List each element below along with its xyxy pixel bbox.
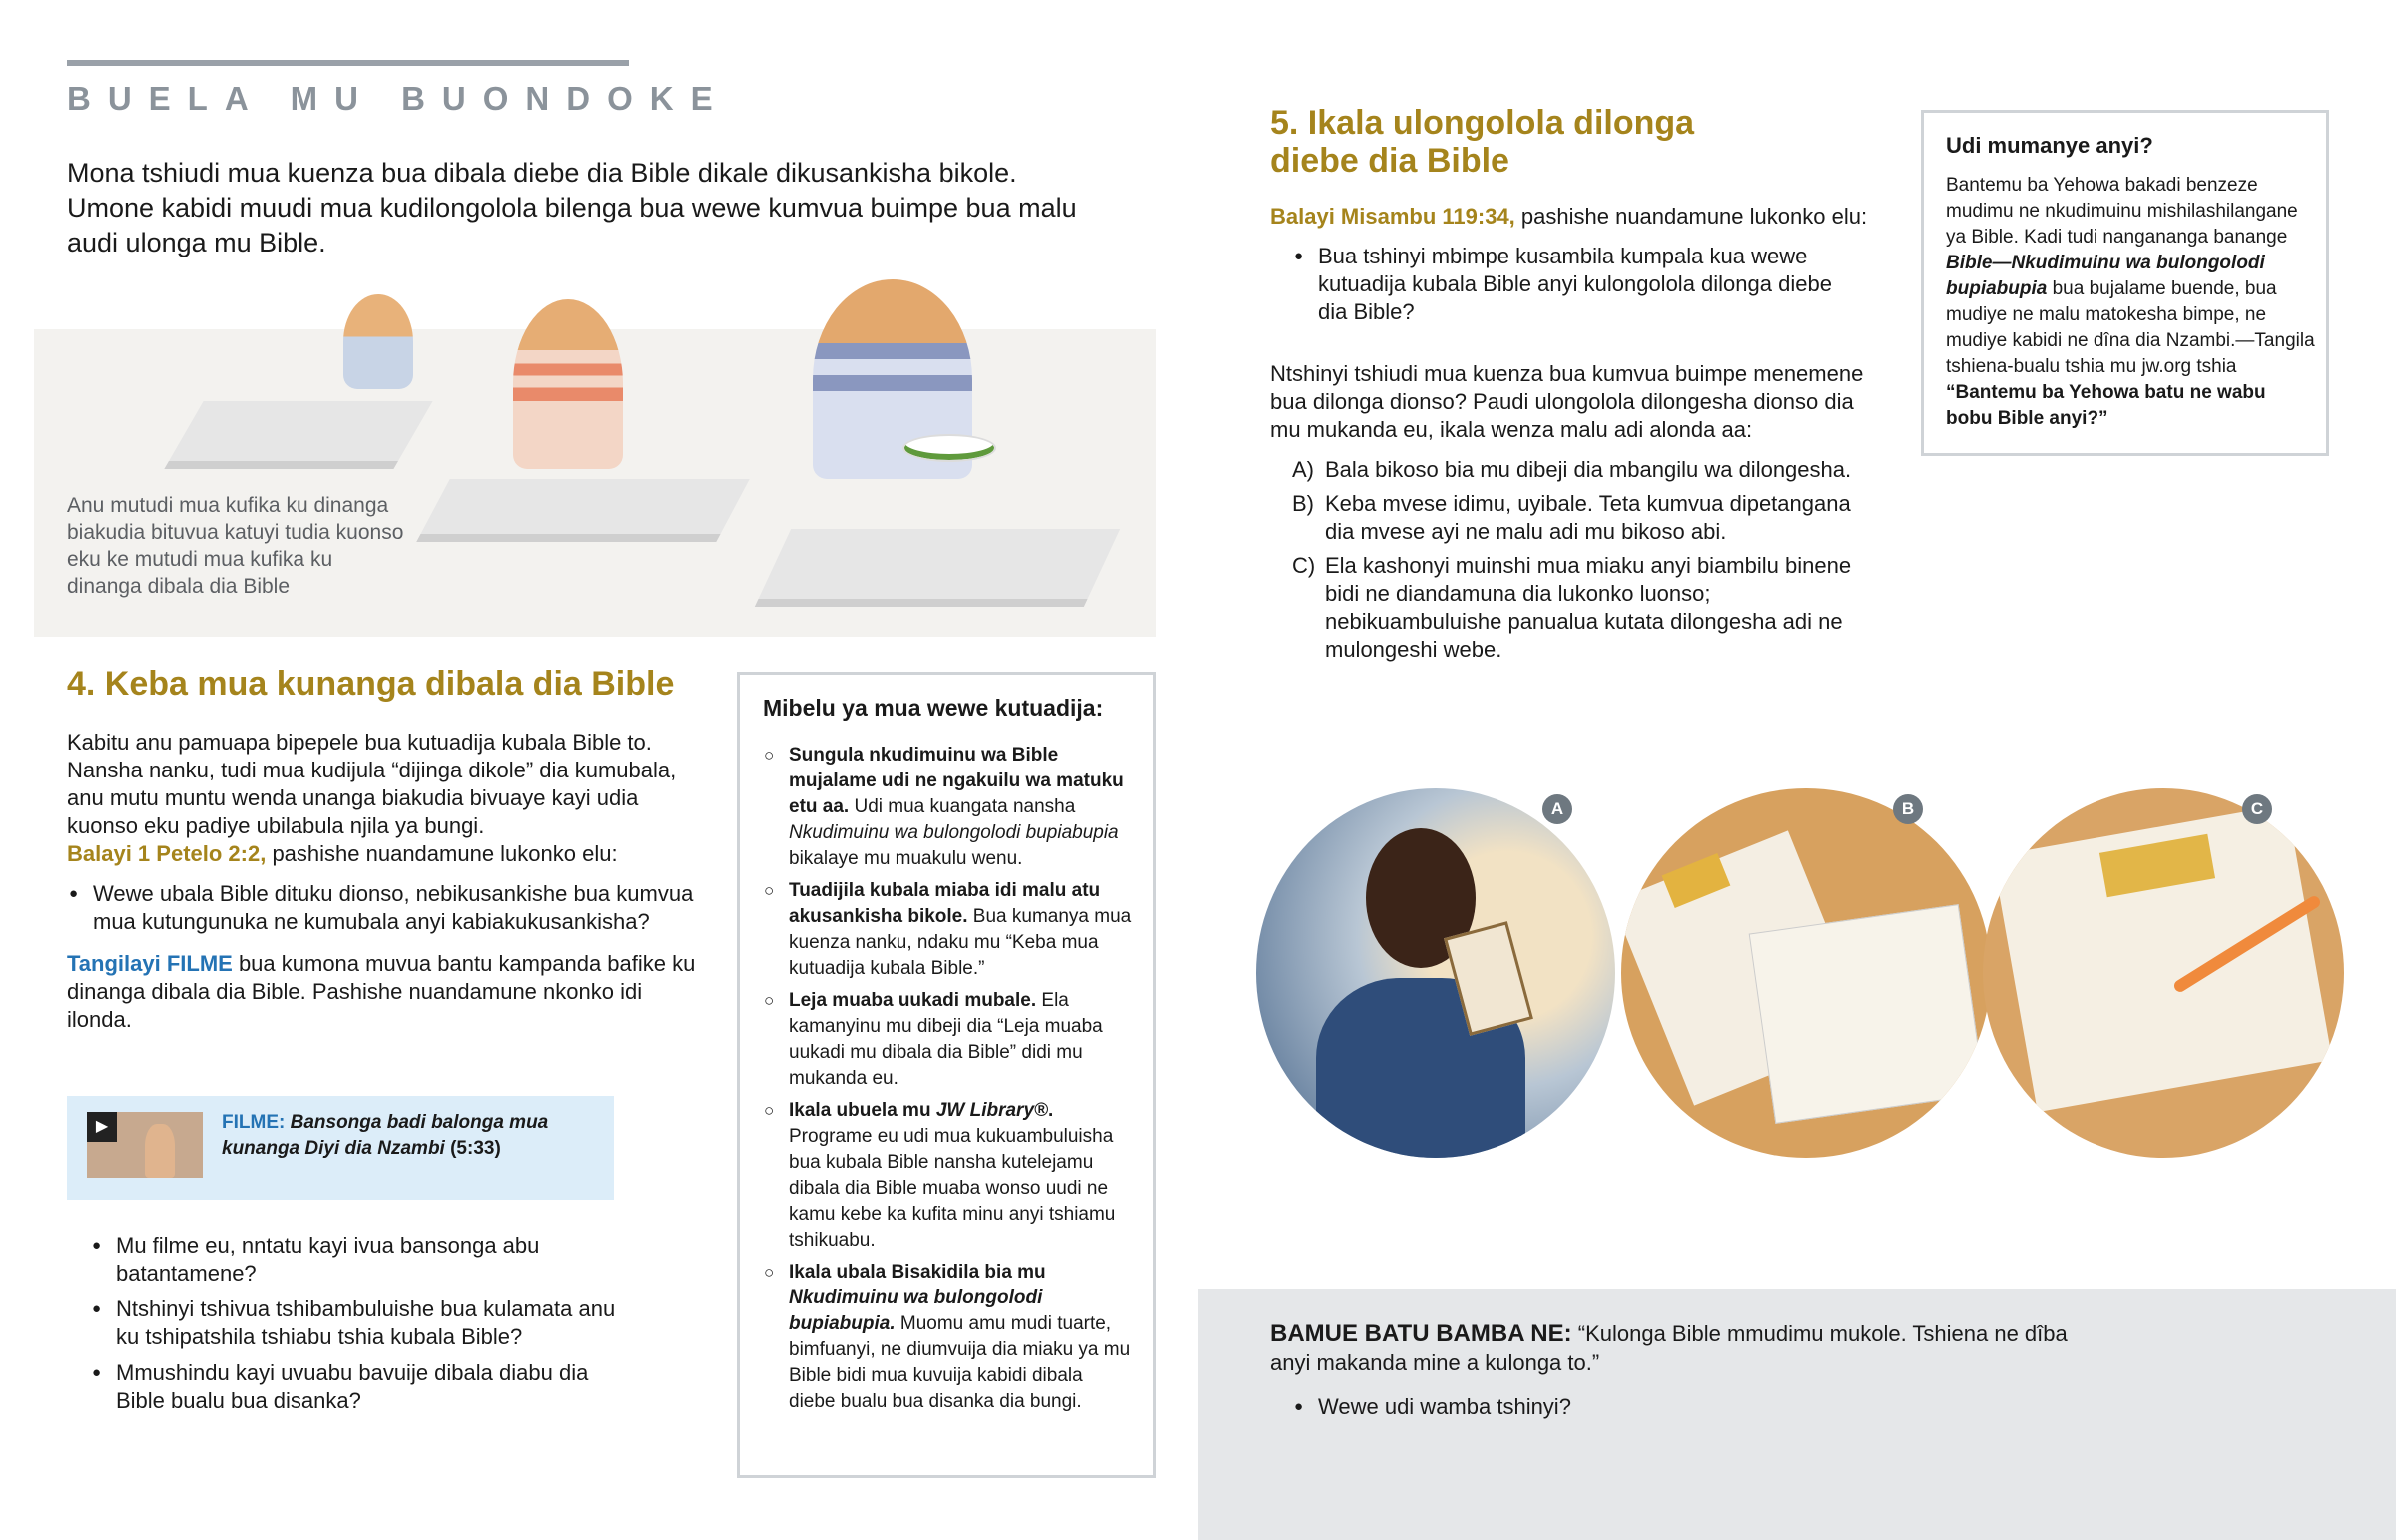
film-link[interactable]: Tangilayi FILME — [67, 951, 233, 976]
table-1 — [164, 401, 432, 469]
play-icon[interactable]: ▶ — [87, 1112, 117, 1142]
film-question: ● Mmushindu kayi uvuabu bavuije dibala diabu dia Bible bualu bua disanka? — [90, 1359, 629, 1415]
photo-highlighting — [1983, 788, 2344, 1158]
tips-box — [737, 672, 1156, 1478]
tip-item: ○ Tuadijila kubala miaba idi malu atu akusankisha bikole. Bua kumanya mua kuenza nanku, ndaku mu “Keba mua kutuadija kubala Bible.” — [764, 878, 1133, 982]
info-title: Udi mumanye anyi? — [1946, 133, 2153, 158]
discussion-question: ● Bua tshinyi mbimpe kusambila kumpala kua wewe kutuadija kubala Bible anyi kulongolola dilonga diebe dia Bible? — [1292, 243, 1851, 326]
discussion-question: ● Wewe udi wamba tshinyi? — [1292, 1393, 1571, 1421]
scripture-reference-link[interactable]: Balayi 1 Petelo 2:2, — [67, 841, 267, 866]
tips-list — [764, 743, 1133, 1421]
film-questions — [90, 1232, 629, 1415]
film-duration: (5:33) — [444, 1138, 501, 1159]
film-label: FILME: — [222, 1112, 286, 1133]
film-question: ● Mu filme eu, nntatu kayi ivua bansonga abu batantamene? — [90, 1232, 629, 1287]
section-rule — [67, 60, 629, 66]
film-thumbnail[interactable] — [87, 1112, 203, 1178]
photo-label-a: A — [1542, 794, 1572, 824]
film-card[interactable] — [67, 1096, 614, 1200]
info-text: Bantemu ba Yehowa bakadi benzeze mudimu ne nkudimuinu mishilashilangane ya Bible. Kadi tudi nangananga banange Bible—Nkudimuinu wa bulongolodi bupiabupia bua bujalame buende, bua mudiye ne malu matokesha bimpe, ne mudiye kabidi ne dîna dia Nzambi.—Tangila tshiena-bualu tshia mu jw.org tshia “Bantemu ba Yehowa batu ne wabu bobu Bible anyi?” — [1946, 175, 2315, 429]
table-2 — [416, 479, 749, 542]
study-step: C) Ela kashonyi muinshi mua miaku anyi biambilu binene bidi ne diandamuna dia lukonko luonso; nebikuambuluishe panualua kutata dilongesha adi ne mulongeshi webe. — [1292, 553, 1852, 662]
photo-label-c: C — [2242, 794, 2272, 824]
photo-label-b: B — [1893, 794, 1923, 824]
article-link[interactable]: “Bantemu ba Yehowa batu ne wabu bobu Bible anyi?” — [1946, 382, 2266, 429]
section-5-heading: 5. Ikala ulongolola dilonga diebe dia Bible — [1270, 104, 1695, 180]
study-step: B) Keba mvese idimu, uyibale. Teta kumvua dipetangana dia mvese ayi ne malu adi mu bikoso abi. — [1292, 491, 1851, 544]
reference-instruction: pashishe nuandamune lukonko elu: — [266, 841, 618, 866]
section-kicker: BUELA MU BUONDOKE — [67, 80, 730, 117]
did-you-know-box — [1921, 110, 2329, 456]
illustration-caption: Anu mutudi mua kufika ku dinanga biakudia bituvua katuyi tudia kuonso eku ke mutudi mua kufika ku dinanga dibala dia Bible — [67, 494, 404, 598]
people-say-quote: BAMUE BATU BAMBA NE: “Kulonga Bible mmudimu mukole. Tshiena ne dîba anyi makanda mine a kulonga to.” — [1270, 1320, 2068, 1375]
tip-item: ○ Leja muaba uukadi mubale. Ela kamanyinu mu dibeji dia “Leja muaba uukadi mu dibala dia Bible” didi mu mukanda eu. — [764, 988, 1133, 1092]
food-plate — [902, 434, 996, 462]
table-3 — [755, 529, 1120, 607]
section-5-body — [1270, 203, 1909, 664]
study-step: A) Bala bikoso bia mu dibeji dia mbangilu wa dilongesha. — [1292, 457, 1852, 482]
tip-item: ○ Ikala ubuela mu JW Library®. Programe eu udi mua kukuambuluisha bua kubala Bible nansha kutelejamu dibala dia Bible muaba wonso uudi ne kamu kebe ka kufita minu anyi tshiamu tshikuabu. — [764, 1098, 1133, 1254]
intro-paragraph: Mona tshiudi mua kuenza bua dibala diebe dia Bible dikale dikusankisha bikole. Umone kabidi muudi mua kudilongolola bilenga bua wewe kumvua buimpe bua malu audi ulonga mu Bible. — [67, 158, 1077, 257]
section-4-heading: 4. Keba mua kunanga dibala dia Bible — [67, 665, 675, 703]
people-say-question-list — [1292, 1393, 1571, 1421]
reference-instruction: pashishe nuandamune lukonko elu: — [1514, 204, 1868, 229]
section-4-body — [67, 729, 706, 1034]
film-question: ● Ntshinyi tshivua tshibambuluishe bua kulamata anu ku tshipatshila tshiabu tshia kubala Bible? — [90, 1295, 629, 1351]
photo-girl-reading — [1256, 788, 1615, 1158]
section-5-paragraph: Ntshinyi tshiudi mua kuenza bua kumvua buimpe menemene bua dilonga dionso? Paudi ulongolola dilongesha dionso dia mu mukanda eu, ikala wenza malu adi alonda aa: — [1270, 361, 1864, 442]
film-instruction: bua kumona muvua bantu kampanda bafike ku dinanga dibala dia Bible. Pashishe nuandamune nkonko idi ilonda. — [67, 951, 696, 1032]
people-say-box — [1198, 1289, 2396, 1540]
film-name[interactable]: Bansonga badi balonga mua kunanga Diyi dia Nzambi — [222, 1112, 549, 1159]
discussion-question: ● Wewe ubala Bible dituku dionso, nebikusankishe bua kumvua mua kutungunuka ne kumubala anyi kabiakukusankisha? — [67, 880, 706, 936]
scripture-reference-link[interactable]: Balayi Misambu 119:34, — [1270, 204, 1515, 229]
film-title — [222, 1110, 601, 1162]
study-steps — [1270, 456, 1869, 664]
section-4-paragraph: Kabitu anu pamuapa bipepele bua kutuadija kubala Bible to. Nansha nanku, tudi mua kudijula “dijinga dikole” dia kumubala, anu mutu muntu wenda unanga biakudia bivuaye kayi udia kuonso eku padiye ubilabula njila ya bungi. — [67, 730, 677, 838]
boy-figure-2 — [513, 299, 623, 469]
tips-heading: Mibelu ya mua wewe kutuadija: — [763, 695, 1104, 721]
tip-item: ○ Sungula nkudimuinu wa Bible mujalame udi ne ngakuilu wa matuku etu aa. Udi mua kuangata nansha Nkudimuinu wa bulongolodi bupiabupia bikalaye mu muakulu wenu. — [764, 743, 1133, 872]
photo-open-bible — [1621, 788, 1991, 1158]
boy-figure-1 — [343, 294, 413, 389]
girl-reading-thumb — [145, 1124, 175, 1178]
tip-item: ○ Ikala ubala Bisakidila bia mu Nkudimuinu wa bulongolodi bupiabupia. Muomu amu mudi tuarte, bimfuanyi, ne diumvuija dia miaku ya mu Bible bidi mua kuvuija kabidi dibala diebe bualu bua disanka dia bungi. — [764, 1260, 1133, 1415]
